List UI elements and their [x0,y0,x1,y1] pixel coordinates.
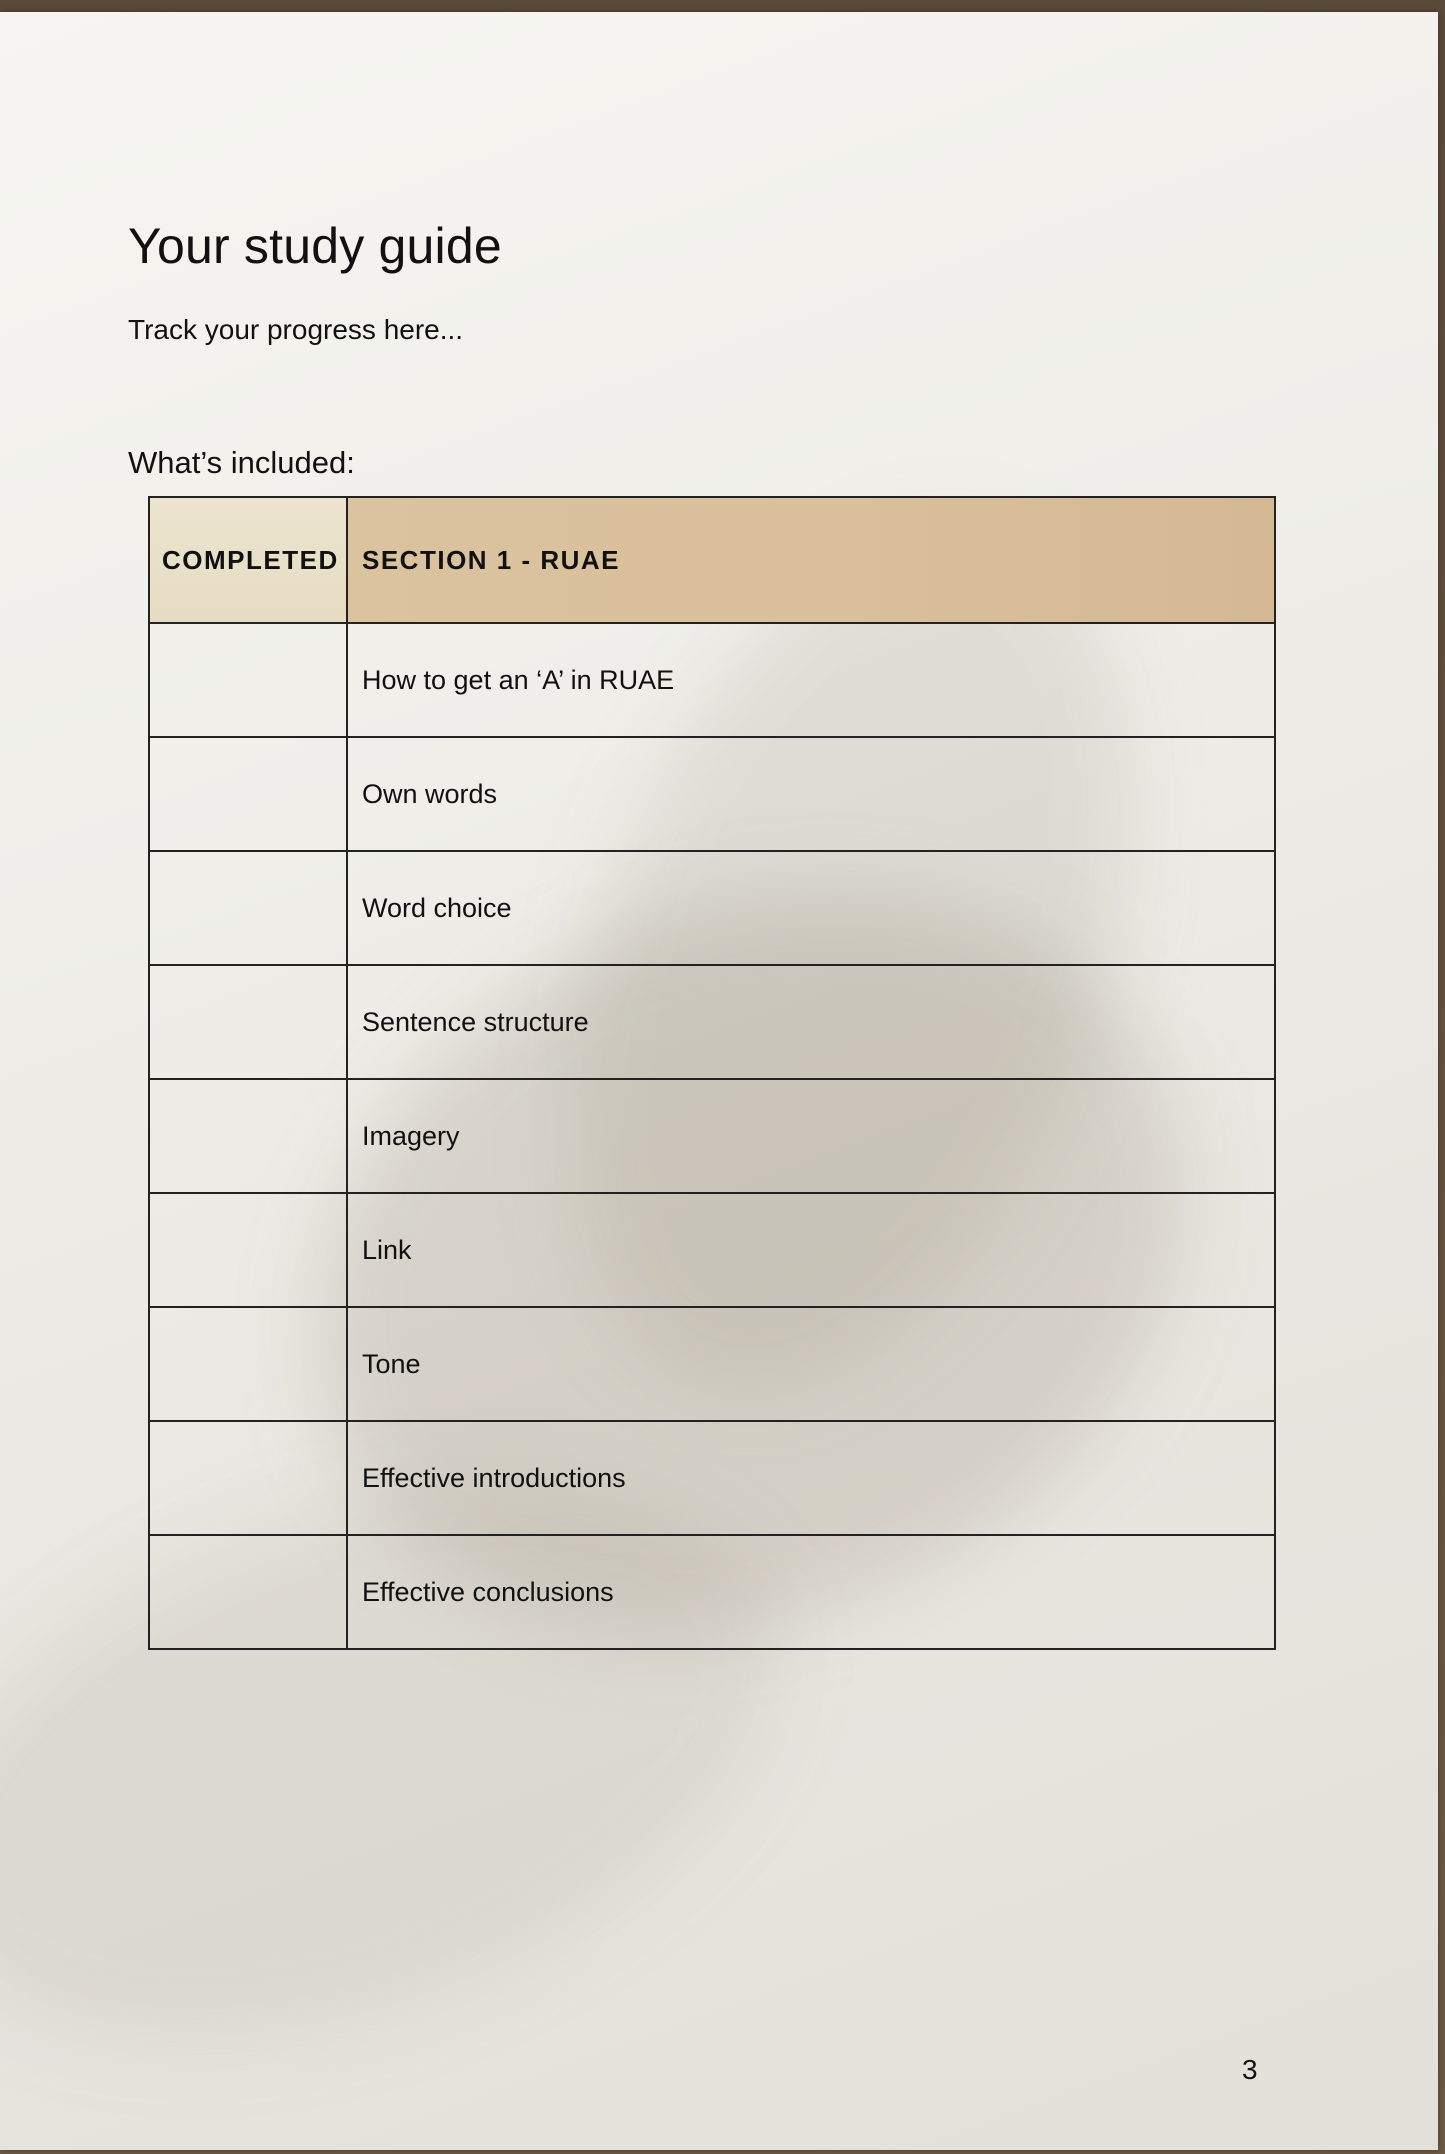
topic-cell: Sentence structure [347,965,1275,1079]
completed-column-header: COMPLETED [149,497,347,623]
topic-cell: Effective conclusions [347,1535,1275,1649]
completed-checkbox-cell[interactable] [149,737,347,851]
completed-checkbox-cell[interactable] [149,1307,347,1421]
topic-cell: Own words [347,737,1275,851]
topic-cell: How to get an ‘A’ in RUAE [347,623,1275,737]
topic-cell: Word choice [347,851,1275,965]
topic-cell: Effective introductions [347,1421,1275,1535]
completed-checkbox-cell[interactable] [149,1193,347,1307]
table-row [149,1421,1275,1535]
table-row [149,1193,1275,1307]
page-title: Your study guide [128,218,502,274]
included-label: What’s included: [128,445,355,480]
table-row [149,1307,1275,1421]
topic-cell: Imagery [347,1079,1275,1193]
table-row [149,965,1275,1079]
completed-checkbox-cell[interactable] [149,1535,347,1649]
completed-checkbox-cell[interactable] [149,1079,347,1193]
page-subtitle: Track your progress here... [128,314,464,345]
section-column-header: SECTION 1 - RUAE [347,497,1275,623]
table-row [149,737,1275,851]
completed-checkbox-cell[interactable] [149,851,347,965]
page-number: 3 [1242,2054,1258,2085]
document-page [0,12,1438,2150]
table-row [149,1079,1275,1193]
completed-checkbox-cell[interactable] [149,1421,347,1535]
study-guide-table [148,496,1276,1650]
table-row [149,623,1275,737]
topic-cell: Tone [347,1307,1275,1421]
table-row [149,851,1275,965]
completed-checkbox-cell[interactable] [149,623,347,737]
table-row [149,1535,1275,1649]
topic-cell: Link [347,1193,1275,1307]
table-header-row [149,497,1275,623]
completed-checkbox-cell[interactable] [149,965,347,1079]
